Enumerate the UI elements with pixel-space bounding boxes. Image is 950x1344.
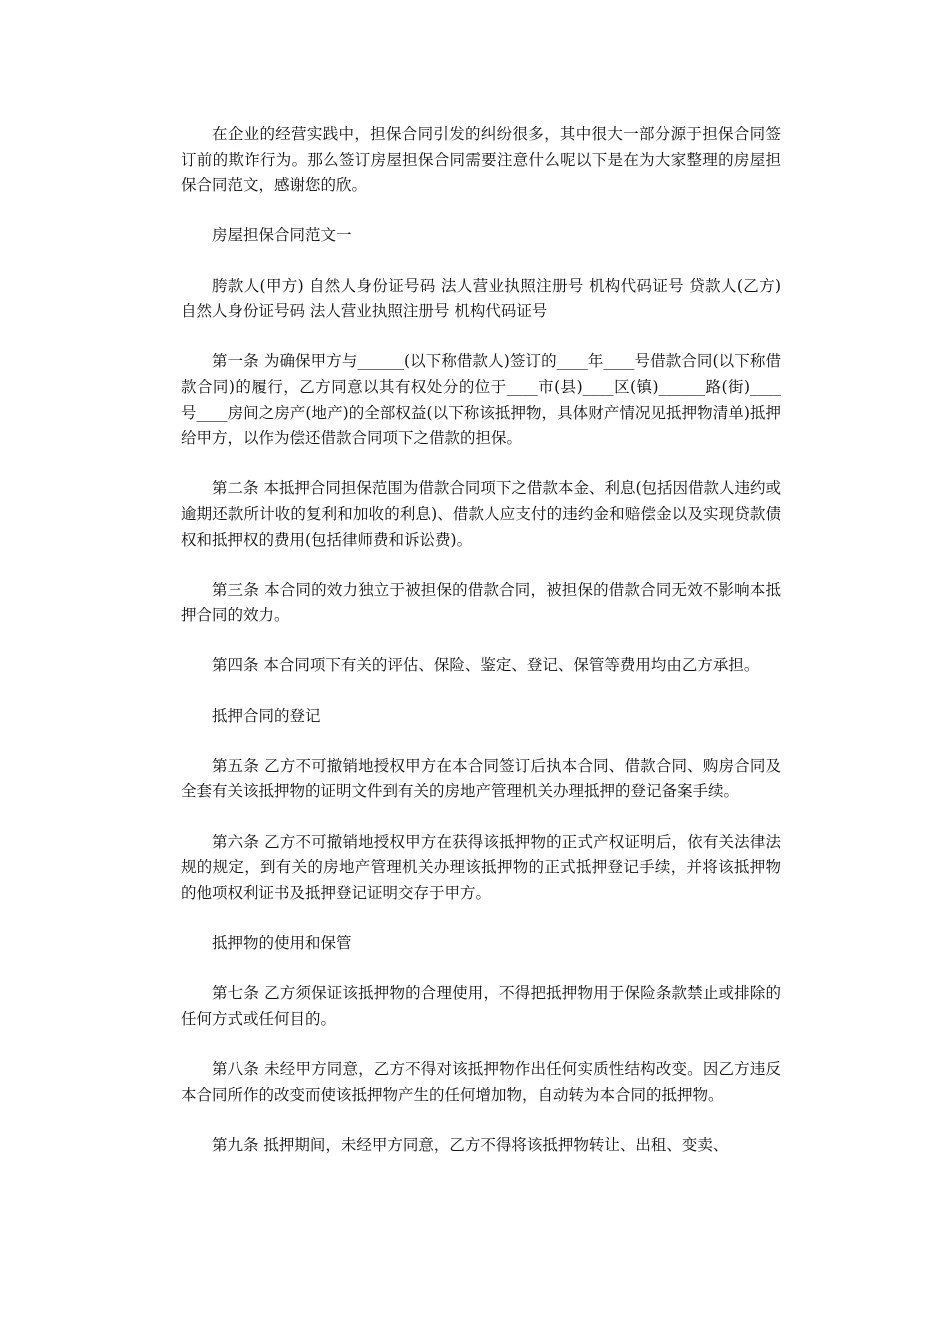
intro-paragraph: 在企业的经营实践中，担保合同引发的纠纷很多，其中很大一部分源于担保合同签订前的欺诈行为。那么签订房屋担保合同需要注意什么呢以下是在为大家整理的房屋担保合同范文，感谢您的欣。 — [181, 125, 781, 195]
parties-paragraph: 胯款人(甲方) 自然人身份证号码 法人营业执照注册号 机构代码证号 贷款人(乙方) 自然人身份证号码 法人营业执照注册号 机构代码证号 — [181, 276, 781, 321]
article-8-paragraph: 第八条 未经甲方同意，乙方不得对该抵押物作出任何实质性结构改变。因乙方违反本合同所作的改变而使该抵押物产生的任何增加物，自动转为本合同的抵押物。 — [181, 1059, 781, 1104]
section-heading-use-and-custody: 抵押物的使用和保管 — [212, 934, 352, 952]
article-4-paragraph: 第四条 本合同项下有关的评估、保险、鉴定、登记、保管等费用均由乙方承担。 — [212, 656, 760, 675]
article-2-paragraph: 第二条 本抵押合同担保范围为借款合同项下之借款本金、利息(包括因借款人违约或逾期还款所计收的复利和加收的利息)、借款人应支付的违约金和赔偿金以及实现贷款债权和抵押权的费用(包括律师费和诉讼费)。 — [181, 479, 781, 549]
article-7-paragraph: 第七条 乙方须保证该抵押物的合理使用，不得把抵押物用于保险条款禁止或排除的任何方式或任何目的。 — [181, 984, 781, 1028]
article-6-paragraph: 第六条 乙方不可撤销地授权甲方在获得该抵押物的正式产权证明后，依有关法律法规的规定，到有关的房地产管理机关办理该抵押物的正式抵押登记手续，并将该抵押物的他项权利证书及抵押登记证明交存于甲方。 — [181, 832, 781, 902]
document-body — [181, 122, 781, 1158]
article-1-paragraph: 第一条 为确保甲方与______(以下称借款人)签订的____年____号借款合同(以下称借款合同)的履行，乙方同意以其有权处分的位于____市(县)____区(镇)______路(街)____号____房间之房产(地产)的全部权益(以下称该抵押物，具体财产情况见抵押物清单)抵押给甲方，以作为偿还借款合同项下之借款的担保。 — [181, 352, 781, 448]
article-3-paragraph: 第三条 本合同的效力独立于被担保的借款合同，被担保的借款合同无效不影响本抵押合同的效力。 — [181, 580, 781, 625]
article-5-paragraph: 第五条 乙方不可撤销地授权甲方在本合同签订后执本合同、借款合同、购房合同及全套有关该抵押物的证明文件到有关的房地产管理机关办理抵押的登记备案手续。 — [181, 756, 781, 801]
section-heading-template-one: 房屋担保合同范文一 — [212, 226, 352, 245]
section-heading-registration: 抵押合同的登记 — [212, 706, 321, 725]
article-9-paragraph: 第九条 抵押期间，未经甲方同意，乙方不得将该抵押物转让、出租、变卖、 — [212, 1135, 729, 1154]
